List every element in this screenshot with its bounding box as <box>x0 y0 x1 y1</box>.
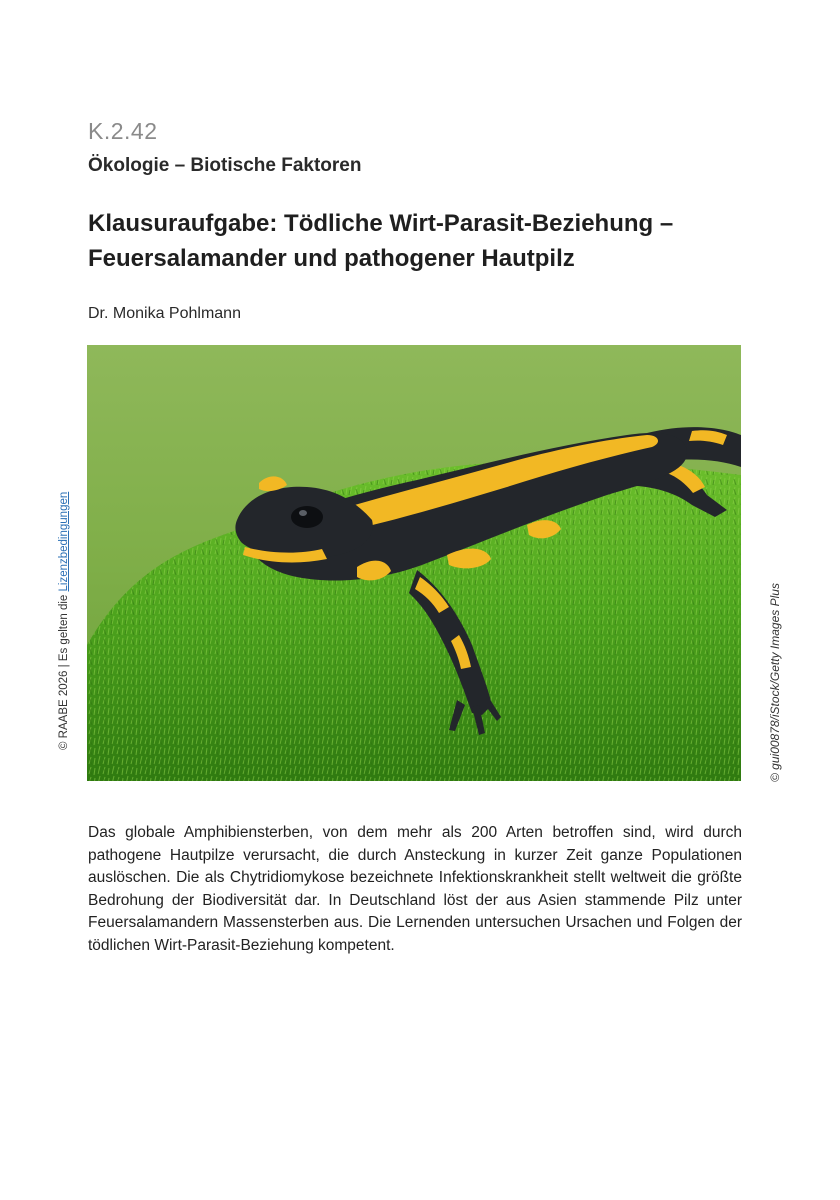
page-title <box>88 206 728 276</box>
title-line-1: Klausuraufgabe: Tödliche Wirt-Parasit-Beziehung – <box>88 210 674 237</box>
category-subtitle: Ökologie – Biotische Faktoren <box>88 155 362 176</box>
title-line-2: Feuersalamander und pathogener Hautpilz <box>88 245 575 272</box>
license-link[interactable]: Lizenzbedingungen <box>58 491 70 592</box>
license-note <box>58 492 70 750</box>
unit-code: K.2.42 <box>88 118 158 144</box>
author: Dr. Monika Pohlmann <box>88 305 241 322</box>
copyright-text: © RAABE 2026 | Es gelten die <box>58 591 70 750</box>
image-credit: © gui00878/iStock/Getty Images Plus <box>768 583 782 782</box>
salamander-photo <box>87 345 741 781</box>
intro-paragraph: Das globale Amphibiensterben, von dem mehr als 200 Arten betroffen sind, wird durch pathogene Hautpilze verursacht, die durch Ansteckung in kurzer Zeit ganze Populationen auslöschen. Die als Chytridiomykose bezeichnete Infektionskrankheit stellt weltweit die größte Bedrohung der Biodiversität dar. In Deutschland löst der aus Asien stammende Pilz unter Feuersalamandern Massensterben aus. Die Lernenden untersuchen Ursachen und Folgen der tödlichen Wirt-Parasit-Beziehung kompetent. <box>88 824 742 954</box>
